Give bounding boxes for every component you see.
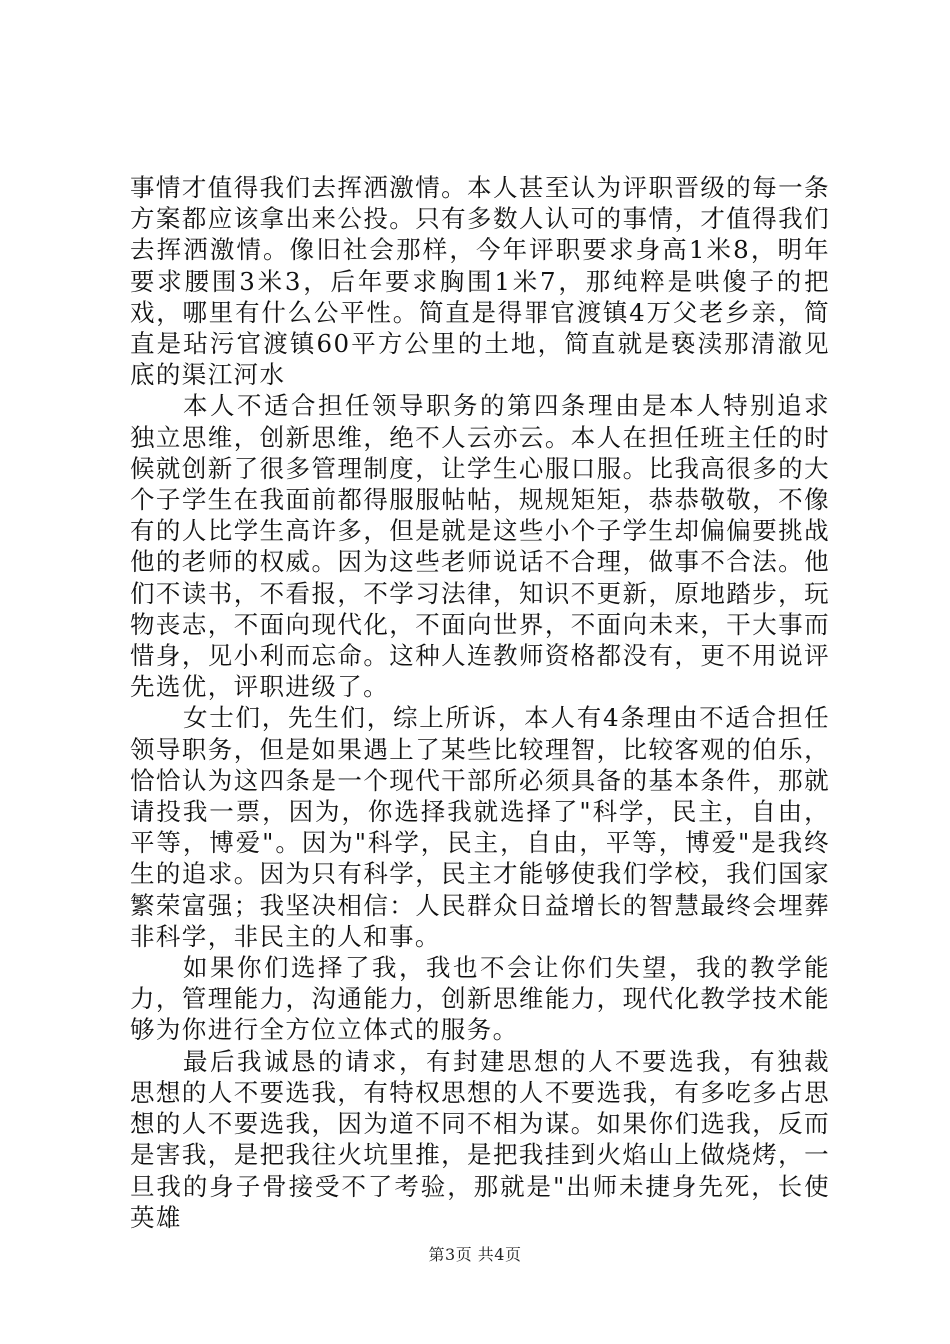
paragraph-final-request: 最后我诚恳的请求，有封建思想的人不要选我，有独裁思想的人不要选我，有特权思想的人不要选我，有多吃多占思想的人不要选我，因为道不同不相为谋。如果你们选我，反而是害我，是把我往火坑里推，是把我挂到火焰山上做烧烤，一旦我的身子骨接受不了考验，那就是"出师未捷身先死，长使英雄 <box>130 1046 830 1232</box>
paragraph-fourth-reason: 本人不适合担任领导职务的第四条理由是本人特别追求独立思维，创新思维，绝不人云亦云。本人在担任班主任的时候就创新了很多管理制度，让学生心服口服。比我高很多的大个子学生在我面前都得服服帖帖，规规矩矩，恭恭敬敬，不像有的人比学生高许多，但是就是这些小个子学生却偏偏要挑战他的老师的权威。因为这些老师说话不合理，做事不合法。他们不读书，不看报，不学习法律，知识不更新，原地踏步，玩物丧志，不面向现代化，不面向世界，不面向未来，干大事而惜身，见小利而忘命。这种人连教师资格都没有，更不用说评先选优，评职进级了。 <box>130 391 830 702</box>
paragraph-summary: 女士们，先生们，综上所诉，本人有4条理由不适合担任领导职务，但是如果遇上了某些比较理智，比较客观的伯乐，恰恰认为这四条是一个现代干部所必须具备的基本条件，那就请投我一票，因为，你选择我就选择了"科学，民主，自由，平等，博爱"。因为"科学，民主，自由，平等，博爱"是我终生的追求。因为只有科学，民主才能够使我们学校，我们国家繁荣富强；我坚决相信：人民群众日益增长的智慧最终会埋葬非科学，非民主的人和事。 <box>130 703 830 951</box>
document-body <box>130 172 830 1233</box>
paragraph-promise: 如果你们选择了我，我也不会让你们失望，我的教学能力，管理能力，沟通能力，创新思维能力，现代化教学技术能够为你进行全方位立体式的服务。 <box>130 953 830 1045</box>
paragraph-continuation: 事情才值得我们去挥洒激情。本人甚至认为评职晋级的每一条方案都应该拿出来公投。只有多数人认可的事情，才值得我们去挥洒激情。像旧社会那样，今年评职要求身高1米8，明年要求腰围3米3，后年要求胸围1米7，那纯粹是哄傻子的把戏，哪里有什么公平性。简直是得罪官渡镇4万父老乡亲，简直是玷污官渡镇60平方公里的土地，简直就是亵渎那清澈见底的渠江河水 <box>130 173 830 390</box>
page-number-footer: 第3页 共4页 <box>428 1245 522 1264</box>
